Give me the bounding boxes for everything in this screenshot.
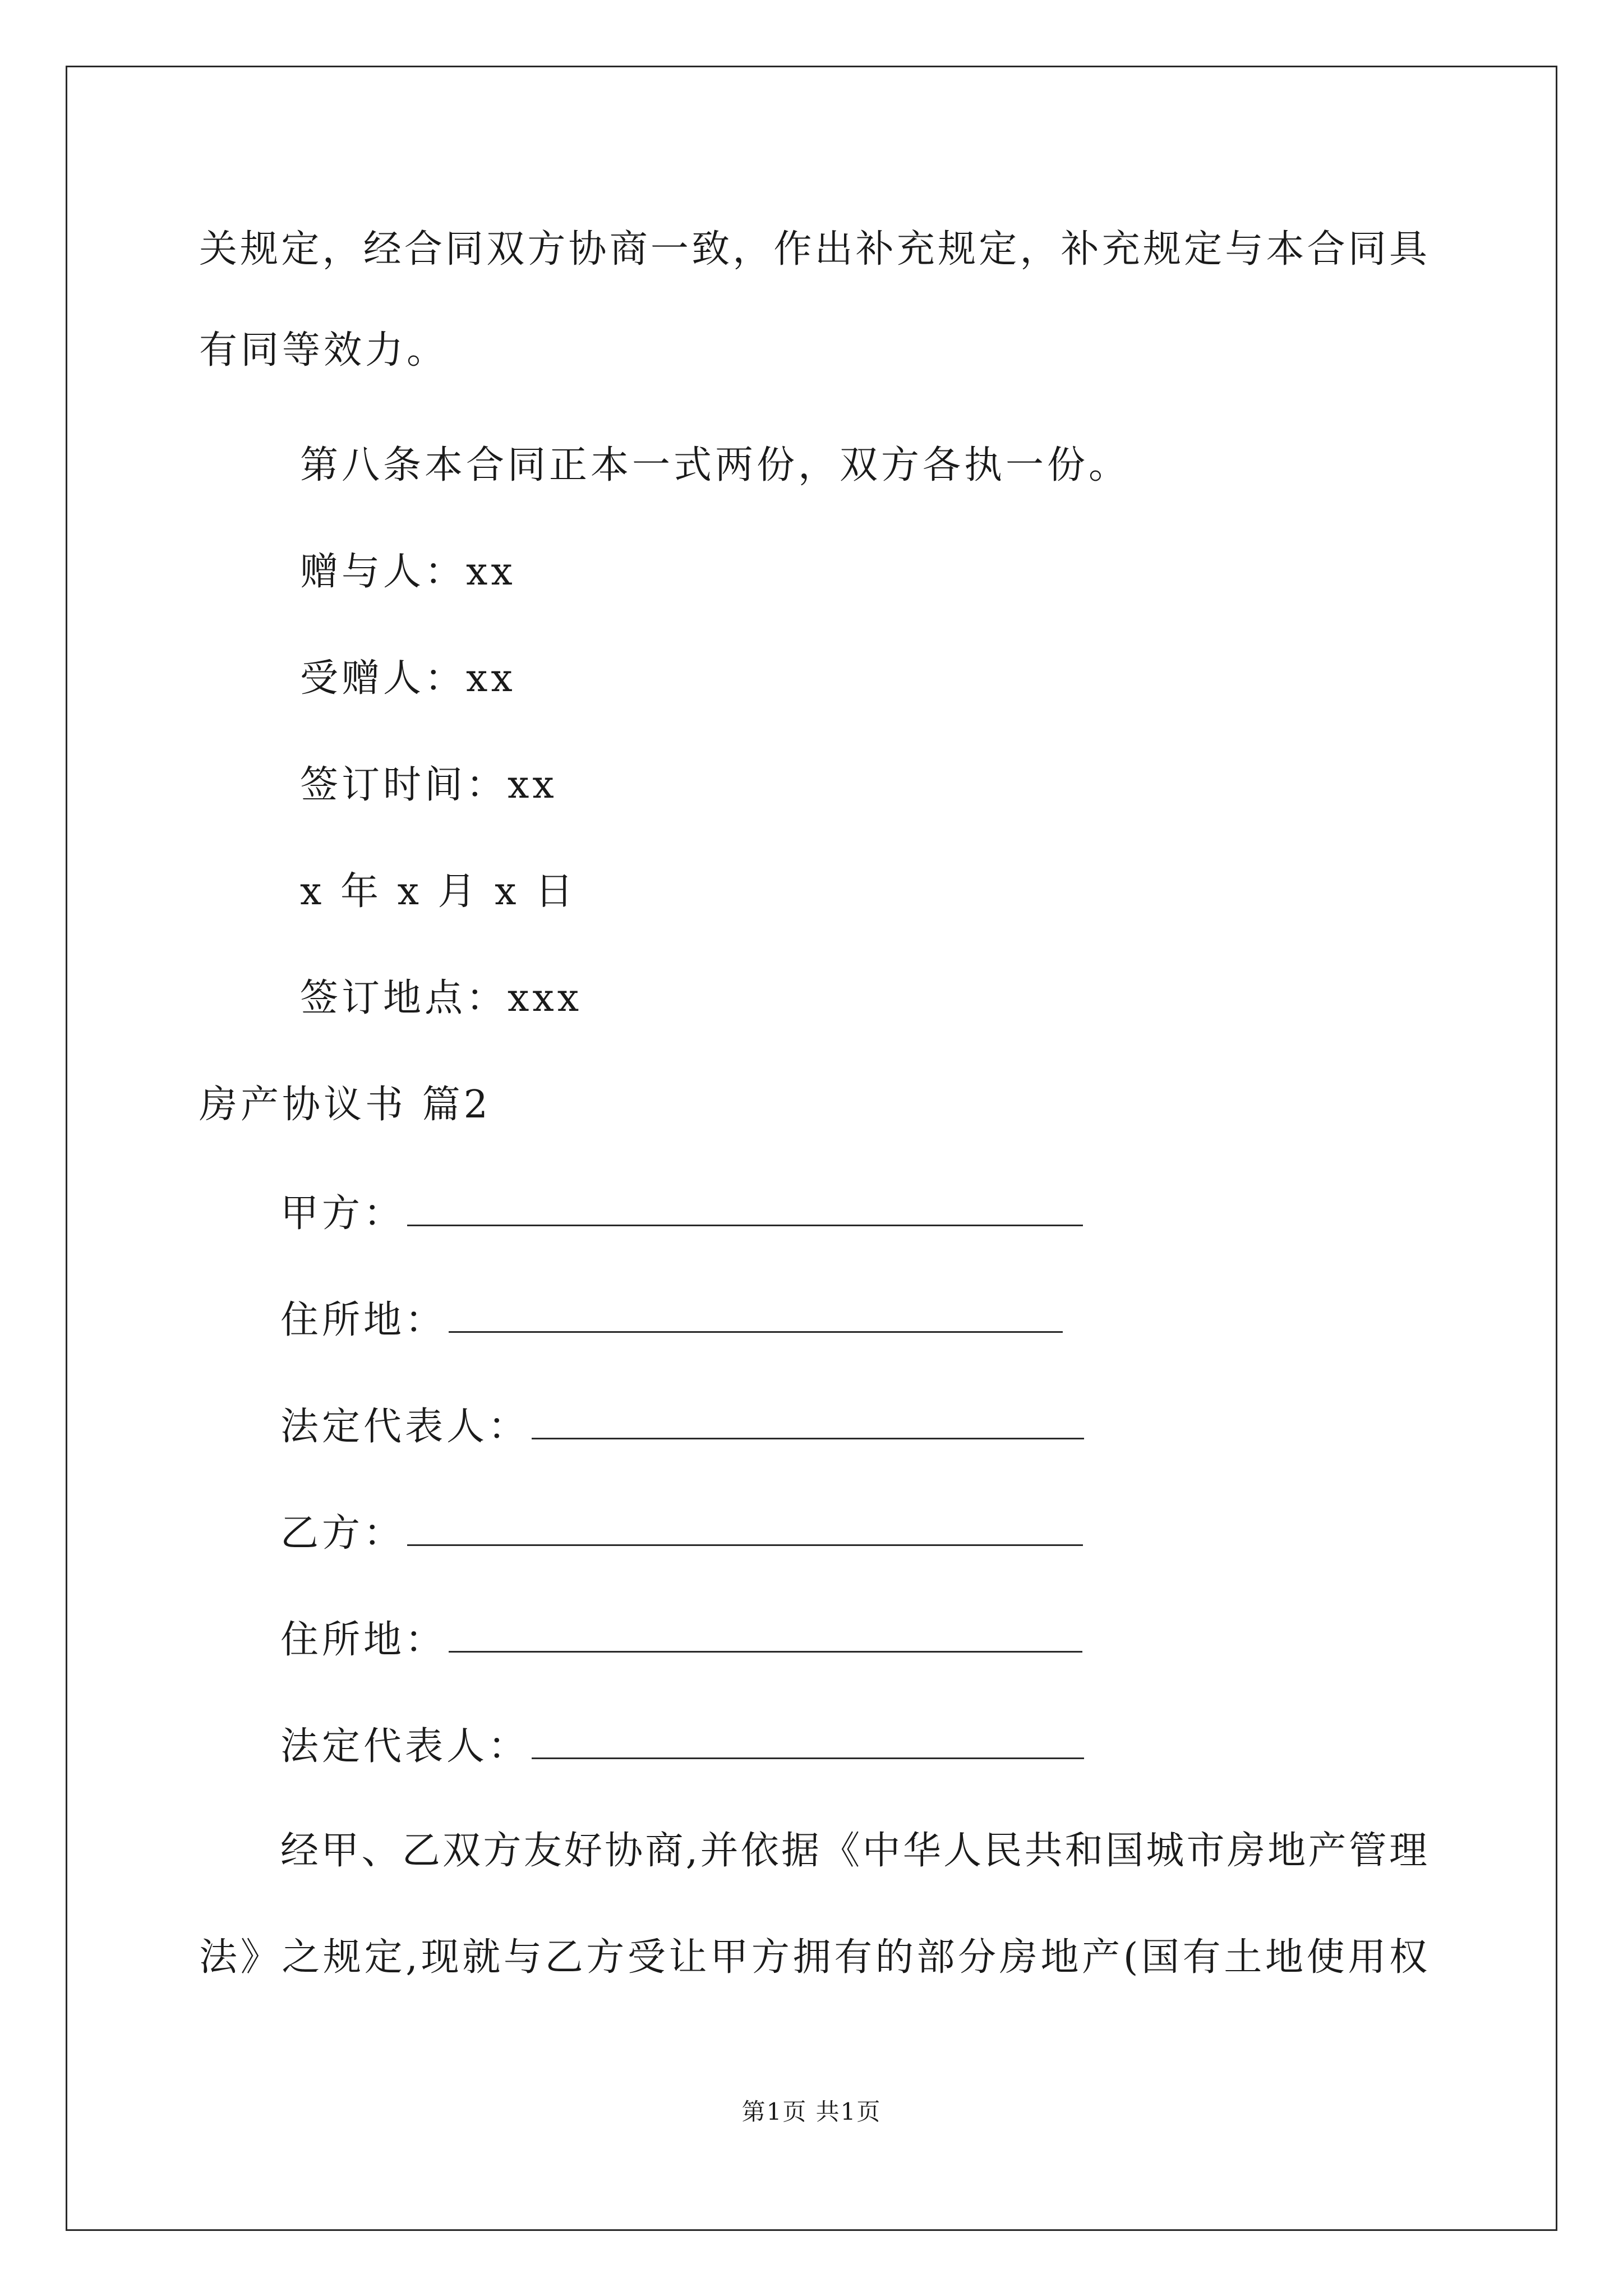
party-a-address-field [280, 1293, 1063, 1346]
party-a-rep-label: 法定代表人： [280, 1405, 530, 1449]
party-a-rep-blank [532, 1400, 1084, 1439]
sign-time-line: 签订时间：xx [300, 763, 557, 807]
page-footer: 第1页 共1页 [741, 2098, 882, 2125]
article-eight: 第八条本合同正本一式两份，双方各执一份。 [300, 443, 1131, 487]
party-a-label: 甲方： [280, 1191, 405, 1236]
section-heading: 房产协议书 篇2 [199, 1083, 491, 1127]
party-a-rep-field [280, 1400, 1084, 1452]
sign-place-line: 签订地点：xxx [300, 976, 583, 1020]
page-border [66, 66, 1557, 2231]
party-b-rep-blank [532, 1719, 1084, 1759]
party-b-field [280, 1506, 1083, 1559]
party-b-address-field [280, 1613, 1082, 1665]
party-b-address-label: 住所地： [280, 1618, 447, 1662]
party-b-blank [407, 1506, 1083, 1546]
intro-paragraph-line: 法》之规定,现就与乙方受让甲方拥有的部分房地产(国有土地使用权 [199, 1935, 1427, 1980]
party-a-blank [407, 1186, 1083, 1226]
donee-line: 受赠人：xx [300, 656, 516, 701]
intro-paragraph-line: 经甲、乙双方友好协商,并依据《中华人民共和国城市房地产管理 [280, 1829, 1427, 1873]
party-a-address-label: 住所地： [280, 1298, 447, 1342]
donor-line: 赠与人：xx [300, 550, 516, 594]
party-b-address-blank [449, 1613, 1082, 1653]
party-a-address-blank [449, 1293, 1063, 1333]
party-b-rep-label: 法定代表人： [280, 1724, 530, 1769]
date-line: x 年 x 月 x 日 [300, 869, 577, 914]
party-b-label: 乙方： [280, 1511, 405, 1556]
party-a-field [280, 1186, 1083, 1239]
party-b-rep-field [280, 1719, 1084, 1772]
paragraph-line: 有同等效力。 [199, 328, 449, 372]
paragraph-line: 关规定，经合同双方协商一致，作出补充规定，补充规定与本合同具 [199, 227, 1427, 272]
